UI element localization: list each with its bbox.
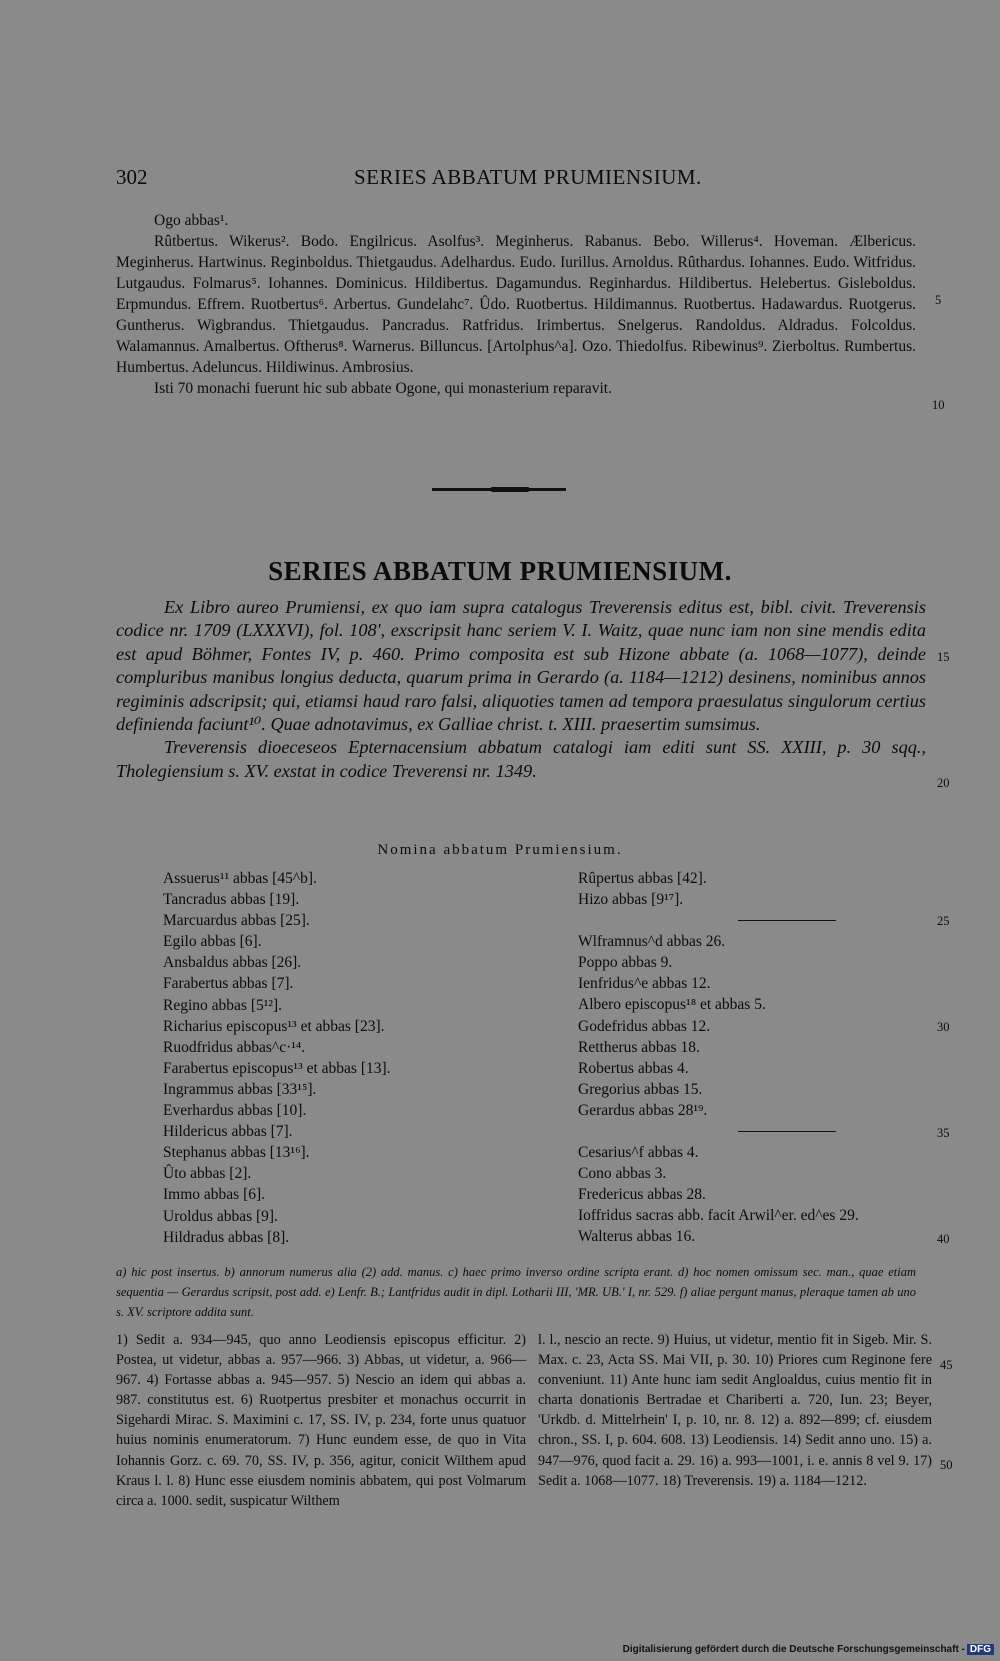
list-heading: Nomina abbatum Prumiensium. (377, 842, 623, 858)
page-header (116, 165, 948, 195)
line-number: 10 (932, 398, 945, 412)
abbot-entry: Cono abbas 3. (578, 1165, 667, 1183)
line-number: 40 (937, 1232, 950, 1246)
abbot-entry: Uroldus abbas [9]. (163, 1207, 278, 1225)
abbot-entry: Robertus abbas 4. (578, 1059, 689, 1077)
page-number: 302 (116, 165, 148, 189)
abbot-entry: Marcuardus abbas [25]. (163, 912, 310, 930)
line-number: 45 (940, 1358, 953, 1372)
abbot-entry: Ingrammus abbas [33¹⁵]. (163, 1080, 317, 1098)
abbot-entry: Ansbaldus abbas [26]. (163, 954, 302, 972)
monks-closing: Isti 70 monachi fuerunt hic sub abbate Ogone, qui monasterium reparavit. (154, 380, 612, 397)
abbot-entry: Egilo abbas [6]. (163, 933, 262, 951)
abbot-entry: Poppo abbas 9. (578, 954, 673, 972)
footer-text: Digitalisierung gefördert durch die Deutsche Forschungsgemeinschaft - (622, 1644, 965, 1655)
footnotes-right: l. l., nescio an recte. 9) Huius, ut videtur, mentio fit in Sigeb. Mir. S. Max. c. 23, Acta SS. Mai VII, p. 30. 10) Priores cum Reginone fere conveniunt. 11) Ante hunc iam sedit Angloaldus, cuius mentio fit in charta donationis Bertradae et Chariberti a. 720, Iun. 23; Beyer, 'Urkdb. d. Mittelrhein' I, p. 10, nr. 8. 12) a. 892—899; cf. eiusdem chron., SS. I, p. 604. 608. 13) Leodiensis. 14) Sedit anno uno. 15) a. 947—976, quod facit a. 29. 16) a. 993—1001, i. e. annis 8 vel 9. 17) Sedit a. 1068—1077. 18) Treverensis. 19) a. 1184—1212. (538, 1332, 932, 1489)
critical-apparatus: a) hic post insertus. b) annorum numerus alia (2) add. manus. c) haec primo inverso ordine scripta erant. d) hoc nomen omissum sec. man., quae etiam sequentia — Gerardus scripsit, post add. e) Lenfr. B.; Lantfridus audit in dipl. Lotharii III, 'MR. UB.' I, nr. 529. f) aliae pergunt manus, pleraque tamen ab uno s. XV. scriptore addita sunt. (116, 1265, 916, 1319)
abbot-entry: Hildradus abbas [8]. (163, 1228, 290, 1246)
abbot-entry: Farabertus episcopus¹³ et abbas [13]. (163, 1059, 391, 1077)
abbot-entry: Rettherus abbas 18. (578, 1038, 700, 1056)
abbot-entry: Ûto abbas [2]. (163, 1165, 252, 1183)
intro-paragraph-1: Ex Libro aureo Prumiensi, ex quo iam supra catalogus Treverensis editus est, bibl. civit. Treverensis codice nr. 1709 (LXXXVI), fol. 108', exscripsit hanc seriem V. I. Waitz, quae nunc iam non sine mendis edita est apud Böhmer, Fontes IV, p. 460. Primo composita est sub Hizone abbate (a. 1068—1077), deinde compluribus manibus longius deducta, quarum prima in Gerardo (a. 1184—1212) desinens, nominibus annos regiminis adscripsit; qui, etiamsi haud raro falsi, aliquoties tamen ad tempora praesulatus singulorum certius definienda faciunt¹⁰. Quae adnotavimus, ex Galliae christ. t. XIII. praesertim sumsimus. (116, 597, 926, 735)
abbot-entry: Gregorius abbas 15. (578, 1080, 703, 1098)
abbot-entry: Farabertus abbas [7]. (163, 975, 294, 993)
abbot-entry: Godefridus abbas 12. (578, 1017, 711, 1035)
separator-rule (738, 1131, 836, 1132)
abbot-entry: Stephanus abbas [13¹⁶]. (163, 1144, 310, 1162)
abbot-entry: Albero episcopus¹⁸ et abbas 5. (578, 996, 766, 1014)
dfg-logo: DFG (967, 1644, 994, 1655)
abbot-entry: Everhardus abbas [10]. (163, 1102, 307, 1120)
abbot-entry: Assuerus¹¹ abbas [45^b]. (163, 870, 317, 887)
abbot-entry: Ruodfridus abbas^c·¹⁴. (163, 1038, 306, 1056)
line-number: 50 (940, 1458, 953, 1472)
abbot-entry: Rûpertus abbas [42]. (578, 870, 707, 887)
abbot-entry: Immo abbas [6]. (163, 1186, 266, 1204)
abbot-entry: Ioffridus sacras abb. facit Arwil^er. ed^es 29. (578, 1207, 859, 1225)
line-number: 15 (937, 650, 950, 664)
line-number: 35 (937, 1126, 950, 1140)
section-title: SERIES ABBATUM PRUMIENSIUM. (268, 556, 732, 586)
abbots-right-column (578, 868, 938, 1248)
monks-names: Rûtbertus. Wikerus². Bodo. Engilricus. Asolfus³. Meginherus. Rabanus. Bebo. Willerus⁴. Hoveman. Ælbericus. Meginherus. Hartwinus. Reginboldus. Thietgaudus. Adelhardus. Eudo. Iurillus. Arnoldus. Rûthardus. Iohannes. Eudo. Witfridus. Lutgaudus. Folmarus⁵. Iohannes. Dominicus. Hildibertus. Dagamundus. Reginhardus. Hildibertus. Helebertus. Gisleboldus. Erpmundus. Effrem. Ruotbertus⁶. Arbertus. Gundelahc⁷. Ûdo. Ruotbertus. Hildimannus. Ruotbertus. Hadawardus. Ruotgerus. Guntherus. Wigbrandus. Thietgaudus. Pancradus. Ratfridus. Irimbertus. Snelgerus. Randoldus. Aldradus. Folcoldus. Walamannus. Amalbertus. Oftherus⁸. Warnerus. Billuncus. [Artolphus^a]. Ozo. Thiedolfus. Ribewinus⁹. Zierboltus. Rumbertus. Humbertus. Adeluncus. Hildiwinus. Ambrosius. (116, 233, 916, 376)
abbot-entry: Fredericus abbas 28. (578, 1186, 706, 1204)
ornamental-rule-center (490, 487, 530, 492)
monks-list (116, 210, 916, 399)
line-number: 25 (937, 914, 950, 928)
abbot-entry: Cesarius^f abbas 4. (578, 1144, 699, 1162)
digitization-footer (623, 1644, 994, 1655)
monks-line-ogo: Ogo abbas¹. (154, 212, 229, 229)
abbot-entry: Hildericus abbas [7]. (163, 1123, 293, 1141)
abbot-entry: Hizo abbas [9¹⁷]. (578, 891, 684, 909)
line-number: 30 (937, 1020, 950, 1034)
line-number: 20 (937, 776, 950, 790)
intro-text (116, 596, 926, 783)
abbot-entry: Ienfridus^e abbas 12. (578, 975, 711, 993)
abbot-entry: Tancradus abbas [19]. (163, 891, 300, 909)
abbot-entry: Walterus abbas 16. (578, 1228, 696, 1246)
abbot-entry: Gerardus abbas 28¹⁹. (578, 1101, 708, 1119)
abbot-entry: Wlframnus^d abbas 26. (578, 933, 726, 951)
line-number: 5 (935, 293, 942, 307)
footnotes-left: 1) Sedit a. 934—945, quo anno Leodiensis episcopus efficitur. 2) Postea, ut videtur, abbas a. 957—966. 3) Abbas, ut videtur, a. 966—967. 4) Fortasse abbas a. 945—957. 5) Nescio an idem qui abbas a. 987. constitutus est. 6) Ruotpertus presbiter et monachus occurrit in Sigehardi Mirac. S. Maximini c. 17, SS. IV, p. 234, forte unus quatuor huius nominis enumeratorum. 7) Hunc eundem esse, de quo in Vita Iohannis Gorz. c. 69. 70, SS. IV, p. 356, agitur, conicit Wilthem apud Kraus l. l. 8) Hunc esse eiusdem nominis abbatem, qui post Volmarum circa a. 1000. sedit, suspicatur Wilthem (116, 1332, 526, 1509)
separator-rule (738, 920, 836, 921)
abbot-entry: Regino abbas [5¹²]. (163, 996, 283, 1014)
intro-paragraph-2: Treverensis dioeceseos Epternacensium abbatum catalogi iam editi sunt SS. XXIII, p. 30 sqq., Tholegiensium s. XV. exstat in codice Treverensi nr. 1349. (116, 737, 926, 781)
abbots-left-column (163, 868, 543, 1248)
abbot-entry: Richarius episcopus¹³ et abbas [23]. (163, 1017, 385, 1035)
running-title: SERIES ABBATUM PRUMIENSIUM. (354, 165, 702, 189)
